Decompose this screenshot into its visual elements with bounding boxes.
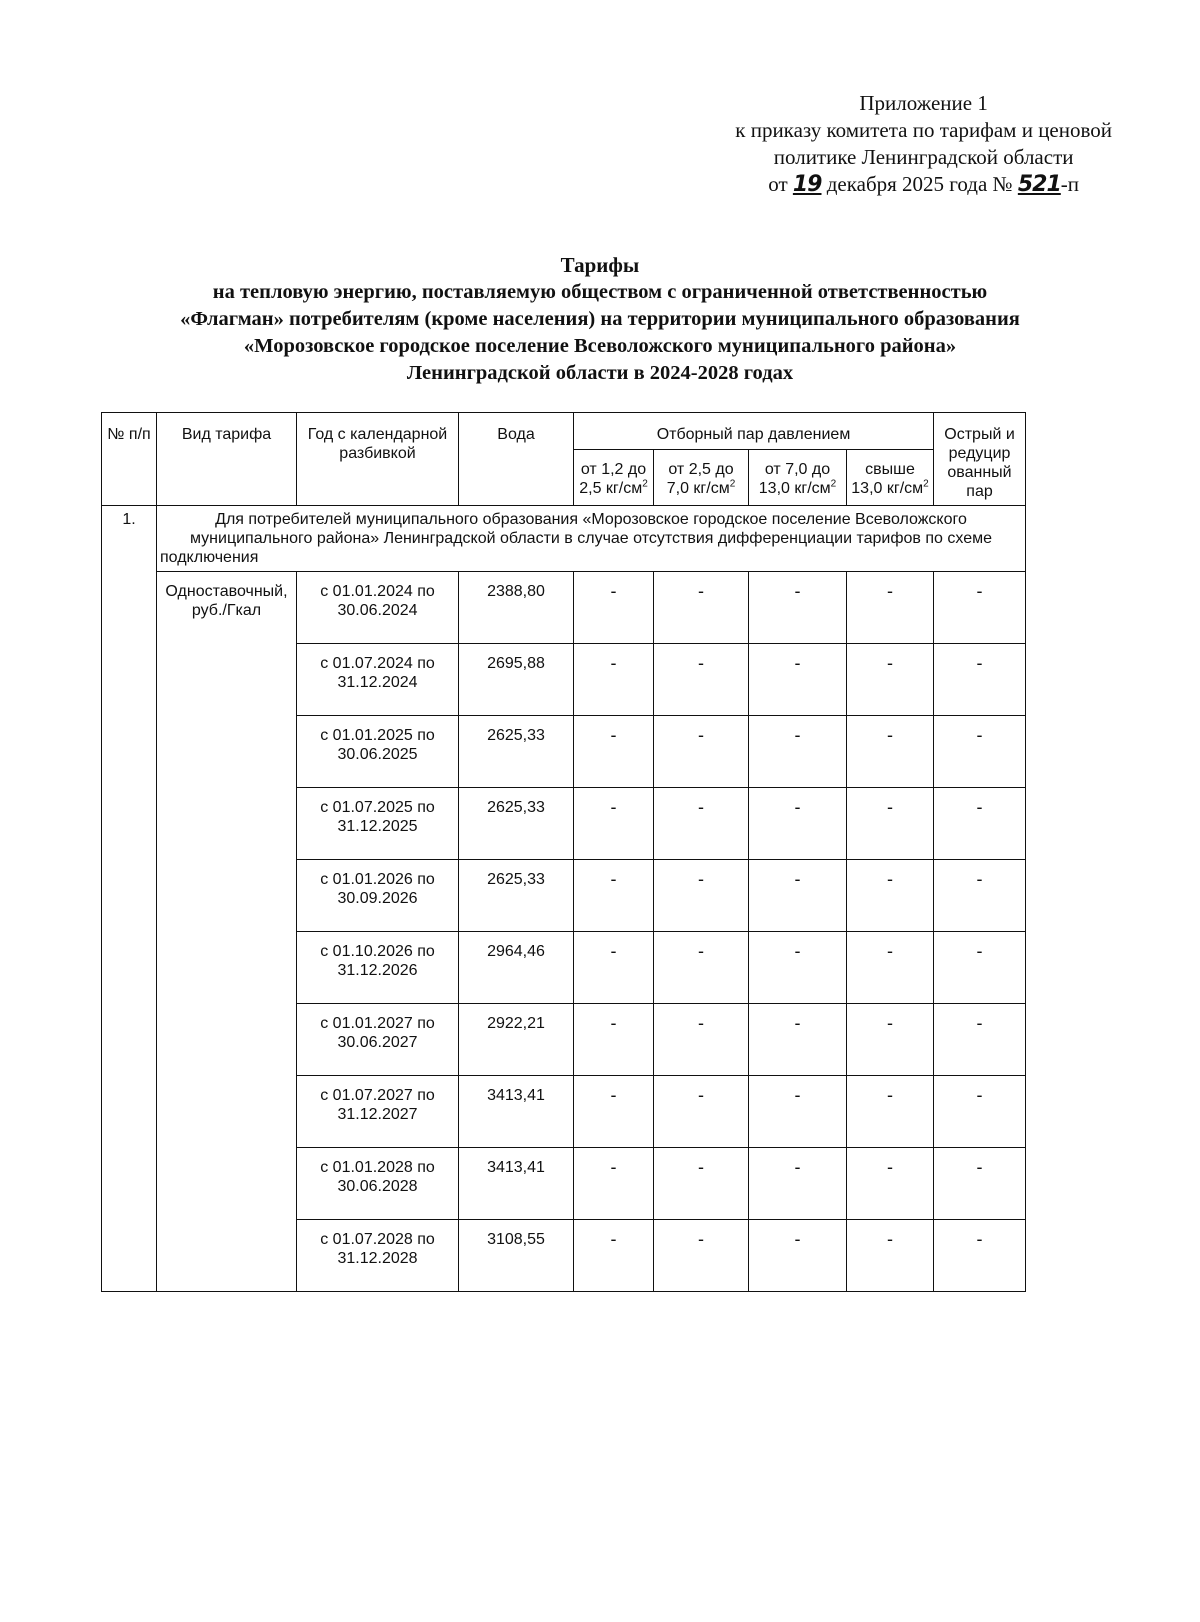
appendix-header xyxy=(735,90,1112,198)
tariff-type-cell: Одноставочный, руб./Гкал xyxy=(157,572,297,1292)
section-row xyxy=(102,506,1026,572)
header-pressure-1: от 1,2 до 2,5 $кг/см^2$ xyxy=(574,449,654,505)
empty-value-cell: - xyxy=(574,1148,654,1220)
empty-value-cell: - xyxy=(654,1076,749,1148)
empty-value-cell: - xyxy=(749,932,847,1004)
empty-value-cell: - xyxy=(749,644,847,716)
water-tariff-cell: 3413,41 xyxy=(459,1076,574,1148)
empty-value-cell: - xyxy=(654,1220,749,1292)
number-suffix: -п xyxy=(1060,172,1080,196)
period-cell: с 01.07.2027 по 31.12.2027 xyxy=(297,1076,459,1148)
appendix-line-3: политике Ленинградской области xyxy=(773,145,1074,169)
water-tariff-cell: 2964,46 xyxy=(459,932,574,1004)
empty-value-cell: - xyxy=(654,1148,749,1220)
date-middle: декабря 2025 года № xyxy=(826,172,1013,196)
empty-value-cell: - xyxy=(934,932,1026,1004)
empty-value-cell: - xyxy=(934,716,1026,788)
water-tariff-cell: 2922,21 xyxy=(459,1004,574,1076)
empty-value-cell: - xyxy=(574,572,654,644)
empty-value-cell: - xyxy=(847,1148,934,1220)
period-cell: с 01.01.2026 по 30.09.2026 xyxy=(297,860,459,932)
appendix-date-line xyxy=(735,171,1112,198)
period-cell: с 01.07.2028 по 31.12.2028 xyxy=(297,1220,459,1292)
empty-value-cell: - xyxy=(847,1076,934,1148)
empty-value-cell: - xyxy=(574,860,654,932)
section-description: Для потребителей муниципального образования «Морозовское городское поселение Всеволожского муниципального района» Ленинградской области в случае отсутствия дифференциации тарифов по схеме подключения xyxy=(157,506,1026,572)
handwritten-day: 19 xyxy=(792,172,822,197)
header-year: Год с календарной разбивкой xyxy=(297,413,459,506)
empty-value-cell: - xyxy=(934,572,1026,644)
tariffs-table xyxy=(101,412,1026,1292)
empty-value-cell: - xyxy=(654,1004,749,1076)
header-pressure-2: от 2,5 до 7,0 $кг/см^2$ xyxy=(654,449,749,505)
empty-value-cell: - xyxy=(574,1004,654,1076)
water-tariff-cell: 2625,33 xyxy=(459,716,574,788)
date-prefix: от xyxy=(768,172,788,196)
period-cell: с 01.10.2026 по 31.12.2026 xyxy=(297,932,459,1004)
empty-value-cell: - xyxy=(574,1076,654,1148)
empty-value-cell: - xyxy=(749,788,847,860)
appendix-line-1: Приложение 1 xyxy=(859,91,988,115)
empty-value-cell: - xyxy=(749,860,847,932)
water-tariff-cell: 3413,41 xyxy=(459,1148,574,1220)
header-pressure-3: от 7,0 до 13,0 $кг/см^2$ xyxy=(749,449,847,505)
water-tariff-cell: 2695,88 xyxy=(459,644,574,716)
period-cell: с 01.07.2024 по 31.12.2024 xyxy=(297,644,459,716)
header-pressure-4: свыше 13,0 $кг/см^2$ xyxy=(847,449,934,505)
water-tariff-cell: 2388,80 xyxy=(459,572,574,644)
empty-value-cell: - xyxy=(934,644,1026,716)
title-main: Тарифы xyxy=(560,253,640,277)
appendix-line-2: к приказу комитета по тарифам и ценовой xyxy=(735,118,1112,142)
empty-value-cell: - xyxy=(749,1076,847,1148)
empty-value-cell: - xyxy=(749,1220,847,1292)
empty-value-cell: - xyxy=(749,572,847,644)
water-tariff-cell: 3108,55 xyxy=(459,1220,574,1292)
empty-value-cell: - xyxy=(654,860,749,932)
empty-value-cell: - xyxy=(574,1220,654,1292)
empty-value-cell: - xyxy=(847,572,934,644)
period-cell: с 01.01.2025 по 30.06.2025 xyxy=(297,716,459,788)
header-water: Вода xyxy=(459,413,574,506)
empty-value-cell: - xyxy=(934,1220,1026,1292)
empty-value-cell: - xyxy=(749,1004,847,1076)
empty-value-cell: - xyxy=(749,1148,847,1220)
empty-value-cell: - xyxy=(749,716,847,788)
empty-value-cell: - xyxy=(654,932,749,1004)
empty-value-cell: - xyxy=(574,788,654,860)
header-steam-group: Отборный пар давлением xyxy=(574,413,934,450)
title-line-4: Ленинградской области в 2024-2028 годах xyxy=(406,362,794,384)
empty-value-cell: - xyxy=(847,644,934,716)
empty-value-cell: - xyxy=(574,932,654,1004)
empty-value-cell: - xyxy=(847,860,934,932)
period-cell: с 01.01.2024 по 30.06.2024 xyxy=(297,572,459,644)
empty-value-cell: - xyxy=(847,1220,934,1292)
empty-value-cell: - xyxy=(934,1076,1026,1148)
header-tariff-type: Вид тарифа xyxy=(157,413,297,506)
empty-value-cell: - xyxy=(847,1004,934,1076)
empty-value-cell: - xyxy=(934,1004,1026,1076)
period-cell: с 01.07.2025 по 31.12.2025 xyxy=(297,788,459,860)
period-cell: с 01.01.2027 по 30.06.2027 xyxy=(297,1004,459,1076)
title-line-1: на тепловую энергию, поставляемую обществом с ограниченной ответственностью xyxy=(212,281,988,303)
title-line-3: «Морозовское городское поселение Всеволожского муниципального района» xyxy=(243,335,957,357)
water-tariff-cell: 2625,33 xyxy=(459,860,574,932)
document-title xyxy=(0,252,1200,387)
empty-value-cell: - xyxy=(654,788,749,860)
empty-value-cell: - xyxy=(847,788,934,860)
period-cell: с 01.01.2028 по 30.06.2028 xyxy=(297,1148,459,1220)
title-line-2: «Флагман» потребителям (кроме населения) на территории муниципального образования xyxy=(180,308,1020,330)
empty-value-cell: - xyxy=(574,716,654,788)
empty-value-cell: - xyxy=(574,644,654,716)
empty-value-cell: - xyxy=(934,1148,1026,1220)
empty-value-cell: - xyxy=(934,788,1026,860)
empty-value-cell: - xyxy=(654,716,749,788)
empty-value-cell: - xyxy=(847,716,934,788)
header-row xyxy=(102,413,1026,450)
table-row xyxy=(102,572,1026,644)
header-sharp-steam: Острый и редуцир ованный пар xyxy=(934,413,1026,506)
handwritten-number: 521 xyxy=(1017,172,1061,197)
water-tariff-cell: 2625,33 xyxy=(459,788,574,860)
empty-value-cell: - xyxy=(934,860,1026,932)
header-num: № п/п xyxy=(102,413,157,506)
empty-value-cell: - xyxy=(654,644,749,716)
empty-value-cell: - xyxy=(847,932,934,1004)
empty-value-cell: - xyxy=(654,572,749,644)
section-num: 1. xyxy=(102,506,157,1292)
